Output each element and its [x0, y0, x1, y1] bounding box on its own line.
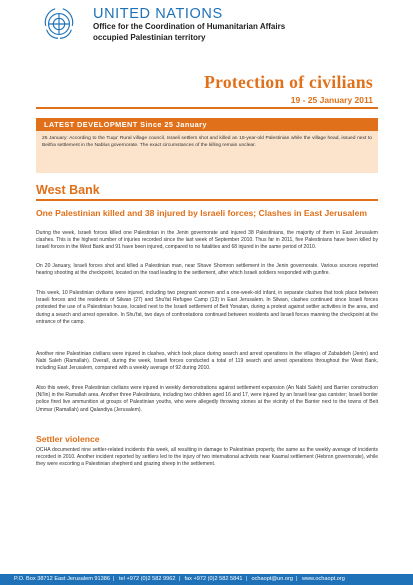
- organization-block: [93, 7, 393, 43]
- footer-tel: tel +972 (0)2 582 9962: [119, 576, 176, 582]
- section-title: West Bank: [36, 183, 100, 197]
- organization-name: UNITED NATIONS: [93, 6, 223, 22]
- section-divider: [36, 199, 378, 201]
- footer-address: P.O. Box 38712 East Jerusalem 91386: [14, 576, 110, 582]
- latest-development-header: [36, 118, 378, 131]
- report-header: [0, 0, 413, 68]
- paragraph-4: Another nine Palestinian civilians were injured in clashes, which took place during search and arrest operations in the villages of Zababdeh (Jenin) and Nabi Saleh (Ramallah). Overall, during the week, Israeli forces conducted a total of 119 search and arrest operations throughout the West Bank, including East Jerusalem, compared with a weekly average of 92 during 2010.: [36, 351, 378, 372]
- footer-bar: [0, 574, 413, 585]
- paragraph-2: On 20 January, Israeli forces shot and killed a Palestinian man, near Shave Shomron settlement in the Jenin governorate. Various sources reported hearing shooting at the checkpoint, located on the road leading to the settlement, after which Israeli soldiers responded with gunfire.: [36, 263, 378, 277]
- footer-fax: fax +972 (0)2 582 5841: [184, 576, 243, 582]
- paragraph-settler-violence: OCHA documented nine settler-related incidents this week, all resulting in damage to Palestinian property, the same as the weekly average of incidents recorded in 2010. Another incident reported by settlers led to the injury of two international activists near Kaamal settlement (Hebron governorate), while they were escorting a Palestinian shepherd and grazing sheep in the settlement.: [36, 447, 378, 468]
- latest-development-title: LATEST DEVELOPMENT Since 25 January: [44, 120, 207, 129]
- territory-name: occupied Palestinian territory: [93, 32, 206, 42]
- paragraph-1: During the week, Israeli forces killed one Palestinian in the Jenin governorate and injured 38 Palestinians, the majority of them in East Jerusalem clashes. This is the highest number of injuries recorded since the last week of September 2010. Thus far in 2011, five Palestinians have been killed by Israeli forces in the West Bank and 91 have been injured, compared to no fatalities and 68 injured in the same period of 2010.: [36, 230, 378, 251]
- section-headline: One Palestinian killed and 38 injured by Israeli forces; Clashes in East Jerusalem: [36, 208, 367, 218]
- un-emblem-icon: [40, 5, 78, 43]
- paragraph-3: This week, 10 Palestinian civilians were injured, including two pregnant women and a one-week-old infant, in separate clashes that took place between Israeli forces and the residents of Silwan (27) and Shu'fat Refugee Camp (13) in East Jerusalem. In Silwan, clashes continued since Israeli forces protested the use of a Palestinian house, located next to the Israeli settlement of Beit Yonatan, during a protest against settler activities in the area, and during a search and arrest operation. In Shu'fat, two days of confrontations continued between residents and Israeli forces manning the checkpoint at the entrance of the camp.: [36, 290, 378, 325]
- latest-development-text: 25 January: According to the Tuqu' Rural village council, Israeli settlers shot and killed an 18-year-old Palestinian while the village head, issued next to Beitha settlement in the Nablus governorate. The exact circumstances of the killing remain unclear.: [42, 136, 372, 149]
- title-divider: [36, 107, 378, 109]
- footer-contact: P.O. Box 38712 East Jerusalem 91386 | tel +972 (0)2 582 9962 | fax +972 (0)2 582 5841 | ochaopt@un.org | www.ochaopt.org: [14, 576, 345, 582]
- report-title: Protection of civilians: [204, 72, 373, 92]
- footer-web-link[interactable]: www.ochaopt.org: [301, 576, 345, 582]
- paragraph-5: Also this week, three Palestinian civilians were injured in weekly demonstrations against settlement expansion (An Nabi Saleh) and Barrier construction (Ni'lin) in the Ramallah area. Another three Palestinians, including two children aged 16 and 17, were injured by an Israeli tear gas canister; Israeli border police fired live ammunition at groups of Palestinian youths, who were allegedly throwing stones at the vicinity of the Barrier next to the towns of Beit Ummar (Ramallah) and Qalandiya (Jerusalem).: [36, 385, 378, 413]
- subhead-settler-violence: Settler violence: [36, 434, 100, 444]
- latest-development-box: [36, 118, 378, 173]
- office-name: Office for the Coordination of Humanitarian Affairs: [93, 22, 286, 31]
- report-date-range: 19 - 25 January 2011: [290, 95, 373, 105]
- footer-email-link[interactable]: ochaopt@un.org: [251, 576, 293, 582]
